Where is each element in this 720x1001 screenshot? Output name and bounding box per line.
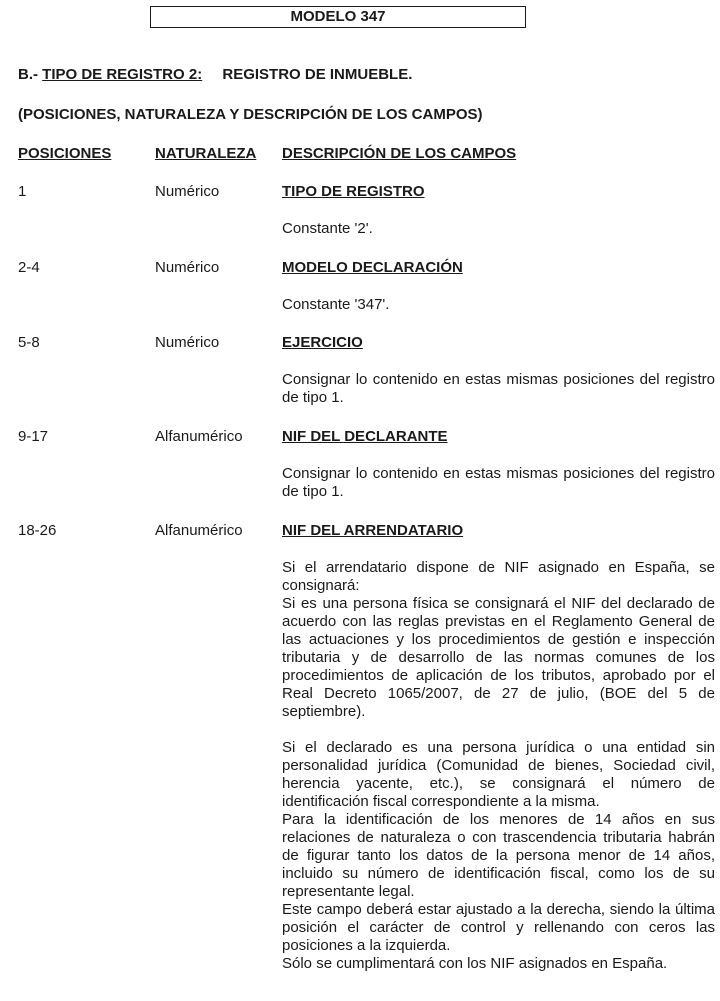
section-prefix: B.- — [18, 66, 38, 83]
description-paragraph: Para la identificación de los menores de 14 años en sus relaciones de naturaleza o con trascendencia tributaria habrán de figurar tanto los datos de la persona menor de 14 años, incluido su número de identificación fiscal, como los de su representante legal. — [282, 811, 715, 900]
description-paragraph: Constante '2'. — [282, 220, 373, 237]
model-label: MODELO 347 — [150, 6, 526, 28]
header-positions: POSICIONES — [18, 145, 112, 162]
section-type-label: TIPO DE REGISTRO 2: — [42, 66, 203, 83]
field-description — [282, 559, 715, 973]
field-description — [282, 220, 715, 238]
field-title: EJERCICIO — [282, 334, 363, 351]
row-nature: Numérico — [155, 334, 220, 351]
description-paragraph: Consignar lo contenido en estas mismas posiciones del registro de tipo 1. — [282, 371, 715, 406]
row-position: 5-8 — [18, 334, 40, 351]
description-paragraph: Sólo se cumplimentará con los NIF asignados en España. — [282, 955, 668, 972]
field-title: NIF DEL ARRENDATARIO — [282, 522, 464, 539]
section-register-name: REGISTRO DE INMUEBLE. — [222, 66, 413, 83]
row-nature: Numérico — [155, 259, 220, 276]
field-description — [282, 465, 715, 501]
field-title: NIF DEL DECLARANTE — [282, 428, 448, 445]
row-nature: Alfanumérico — [155, 428, 243, 445]
field-description — [282, 371, 715, 407]
row-position: 9-17 — [18, 428, 49, 445]
header-nature: NATURALEZA — [155, 145, 257, 162]
row-nature: Alfanumérico — [155, 522, 243, 539]
page-subtitle: (POSICIONES, NATURALEZA Y DESCRIPCIÓN DE LOS CAMPOS) — [18, 106, 483, 123]
description-paragraph: Constante '347'. — [282, 296, 390, 313]
row-position: 2-4 — [18, 259, 40, 276]
field-description — [282, 296, 715, 314]
header-description: DESCRIPCIÓN DE LOS CAMPOS — [282, 145, 517, 162]
section-title — [18, 66, 412, 83]
field-title: TIPO DE REGISTRO — [282, 183, 425, 200]
description-paragraph: Consignar lo contenido en estas mismas posiciones del registro de tipo 1. — [282, 465, 715, 500]
row-position: 1 — [18, 183, 27, 200]
field-title: MODELO DECLARACIÓN — [282, 259, 463, 276]
description-paragraph: Este campo deberá estar ajustado a la derecha, siendo la última posición el carácter de control y rellenando con ceros las posiciones a la izquierda. — [282, 901, 715, 954]
description-paragraph: Si el declarado es una persona jurídica o una entidad sin personalidad jurídica (Comunidad de bienes, Sociedad civil, herencia yacente, etc.), se consignará el número de identificación fiscal correspondiente a la misma. — [282, 739, 715, 810]
description-paragraph: Si es una persona física se consignará el NIF del declarado de acuerdo con las reglas previstas en el Reglamento General de las actuaciones y los procedimientos de gestión e inspección tributaria y de desarrollo de las normas comunes de los procedimientos de aplicación de los tributos, aprobado por el Real Decreto 1065/2007, de 27 de julio, (BOE del 5 de septiembre). — [282, 595, 715, 720]
description-paragraph: Si el arrendatario dispone de NIF asignado en España, se consignará: — [282, 559, 715, 594]
row-nature: Numérico — [155, 183, 220, 200]
row-position: 18-26 — [18, 522, 57, 539]
